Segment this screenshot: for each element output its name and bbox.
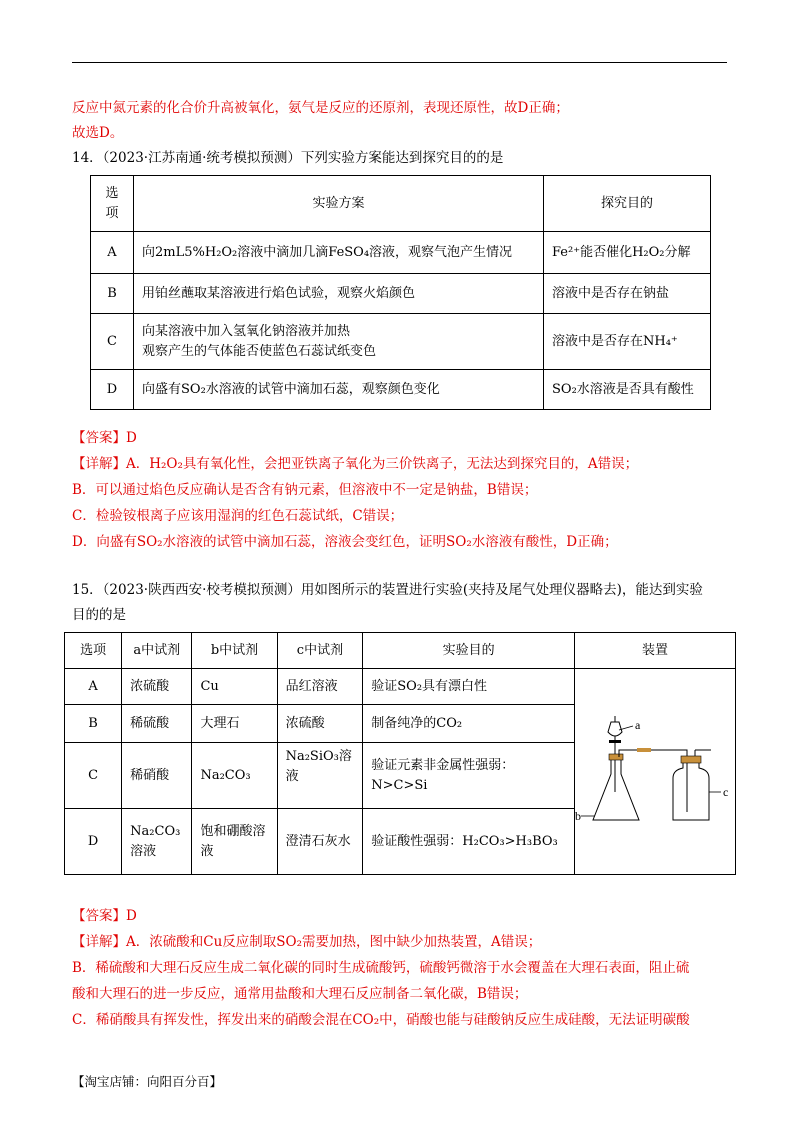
table-header: 探究目的: [544, 176, 711, 232]
table-header: 实验目的: [363, 633, 575, 669]
table-cell: D: [91, 370, 134, 410]
table-cell: 验证SO₂具有漂白性: [363, 669, 575, 705]
table-header: b中试剂: [192, 633, 277, 669]
table-cell: 向2mL5%H₂O₂溶液中滴加几滴FeSO₄溶液，观察气泡产生情况: [134, 232, 544, 274]
table-header: 实验方案: [134, 176, 544, 232]
table-cell: A: [65, 669, 122, 705]
delivery-tube: [619, 750, 687, 812]
funnel-tap: [609, 740, 621, 743]
gas-bottle: [673, 763, 709, 820]
explain-line: 酸和大理石的进一步反应，通常用盐酸和大理石反应制备二氧化碳，B错误；: [72, 986, 528, 1002]
table-cell: B: [91, 274, 134, 314]
tube-joint: [637, 748, 651, 752]
question-14: 14．（2023·江苏南通·统考模拟预测）下列实验方案能达到探究目的的是: [72, 150, 504, 166]
table-cell: SO₂水溶液是否具有酸性: [544, 370, 711, 410]
table-cell: Fe²⁺能否催化H₂O₂分解: [544, 232, 711, 274]
table-cell: 稀硝酸: [122, 743, 192, 809]
table-cell: 制备纯净的CO₂: [363, 705, 575, 743]
table-cell: 向某溶液中加入氢氧化钠溶液并加热 观察产生的气体能否使蓝色石蕊试纸变色: [134, 314, 544, 370]
table-cell: Cu: [192, 669, 277, 705]
footer-shop: 【淘宝店铺：向阳百分百】: [72, 1074, 223, 1089]
table-cell: 验证元素非金属性强弱： N>C>Si: [363, 743, 575, 809]
table-cell: 溶液中是否存在钠盐: [544, 274, 711, 314]
explain-line: B．可以通过焰色反应确认是否含有钠元素，但溶液中不一定是钠盐，B错误；: [72, 482, 538, 498]
table-cell: C: [65, 743, 122, 809]
header-rule: [72, 62, 727, 63]
table-cell: D: [65, 809, 122, 875]
table-cell: 大理石: [192, 705, 277, 743]
bottle-stopper: [681, 756, 701, 763]
table-cell: 品红溶液: [277, 669, 363, 705]
table-cell: 澄清石灰水: [277, 809, 363, 875]
table-header: 装置: [575, 633, 736, 669]
table-cell: Na₂SiO₃溶 液: [277, 743, 363, 809]
label-a: a: [635, 717, 641, 732]
answer-15: 【答案】D: [72, 908, 137, 924]
explain-line: C．稀硝酸具有挥发性，挥发出来的硝酸会混在CO₂中，硝酸也能与硅酸钠反应生成硅酸，无法证明碳酸: [72, 1012, 690, 1028]
explain-line: B．稀硫酸和大理石反应生成二氧化碳的同时生成硫酸钙，硫酸钙微溶于水会覆盖在大理石表面，阻止硫: [72, 960, 690, 976]
table-header: c中试剂: [277, 633, 363, 669]
table-14: [90, 175, 711, 410]
table-cell: 用铂丝蘸取某溶液进行焰色试验，观察火焰颜色: [134, 274, 544, 314]
table-cell: 向盛有SO₂水溶液的试管中滴加石蕊，观察颜色变化: [134, 370, 544, 410]
label-c: c: [723, 784, 729, 799]
explain-line: D．向盛有SO₂水溶液的试管中滴加石蕊，溶液会变红色，证明SO₂水溶液有酸性，D正确；: [72, 534, 618, 550]
table-cell: B: [65, 705, 122, 743]
explain-line: 【详解】A．H₂O₂具有氧化性，会把亚铁离子氧化为三价铁离子，无法达到探究目的，A错误；: [72, 456, 639, 472]
apparatus-diagram: [575, 712, 735, 832]
table-cell: C: [91, 314, 134, 370]
table-header: 选项: [65, 633, 122, 669]
explain-line: C．检验铵根离子应该用湿润的红色石蕊试纸，C错误；: [72, 508, 404, 524]
table-cell: 稀硫酸: [122, 705, 192, 743]
table-cell: 浓硫酸: [277, 705, 363, 743]
table-cell: A: [91, 232, 134, 274]
flask-stopper: [609, 754, 623, 760]
text-line: 故选D。: [72, 125, 124, 141]
table-cell: Na₂CO₃ 溶液: [122, 809, 192, 875]
table-header: a中试剂: [122, 633, 192, 669]
table-cell: 溶液中是否存在NH₄⁺: [544, 314, 711, 370]
answer-14: 【答案】D: [72, 430, 137, 446]
table-header: 选 项: [91, 176, 134, 232]
funnel-bulb: [608, 722, 622, 736]
table-cell: Na₂CO₃: [192, 743, 277, 809]
apparatus-cell: [575, 669, 736, 875]
label-b: b: [575, 808, 581, 823]
table-15: [64, 632, 736, 875]
question-15-cont: 目的的是: [72, 607, 126, 623]
conical-flask: [593, 760, 639, 820]
table-cell: 验证酸性强弱：H₂CO₃>H₃BO₃: [363, 809, 575, 875]
table-cell: 饱和硼酸溶 液: [192, 809, 277, 875]
explain-line: 【详解】A．浓硫酸和Cu反应制取SO₂需要加热，图中缺少加热装置，A错误；: [72, 934, 542, 950]
table-cell: 浓硫酸: [122, 669, 192, 705]
question-15: 15．（2023·陕西西安·校考模拟预测）用如图所示的装置进行实验(夹持及尾气处理仪器略去)，能达到实验: [72, 582, 703, 598]
text-line: 反应中氮元素的化合价升高被氧化，氨气是反应的还原剂，表现还原性，故D正确；: [72, 100, 569, 116]
